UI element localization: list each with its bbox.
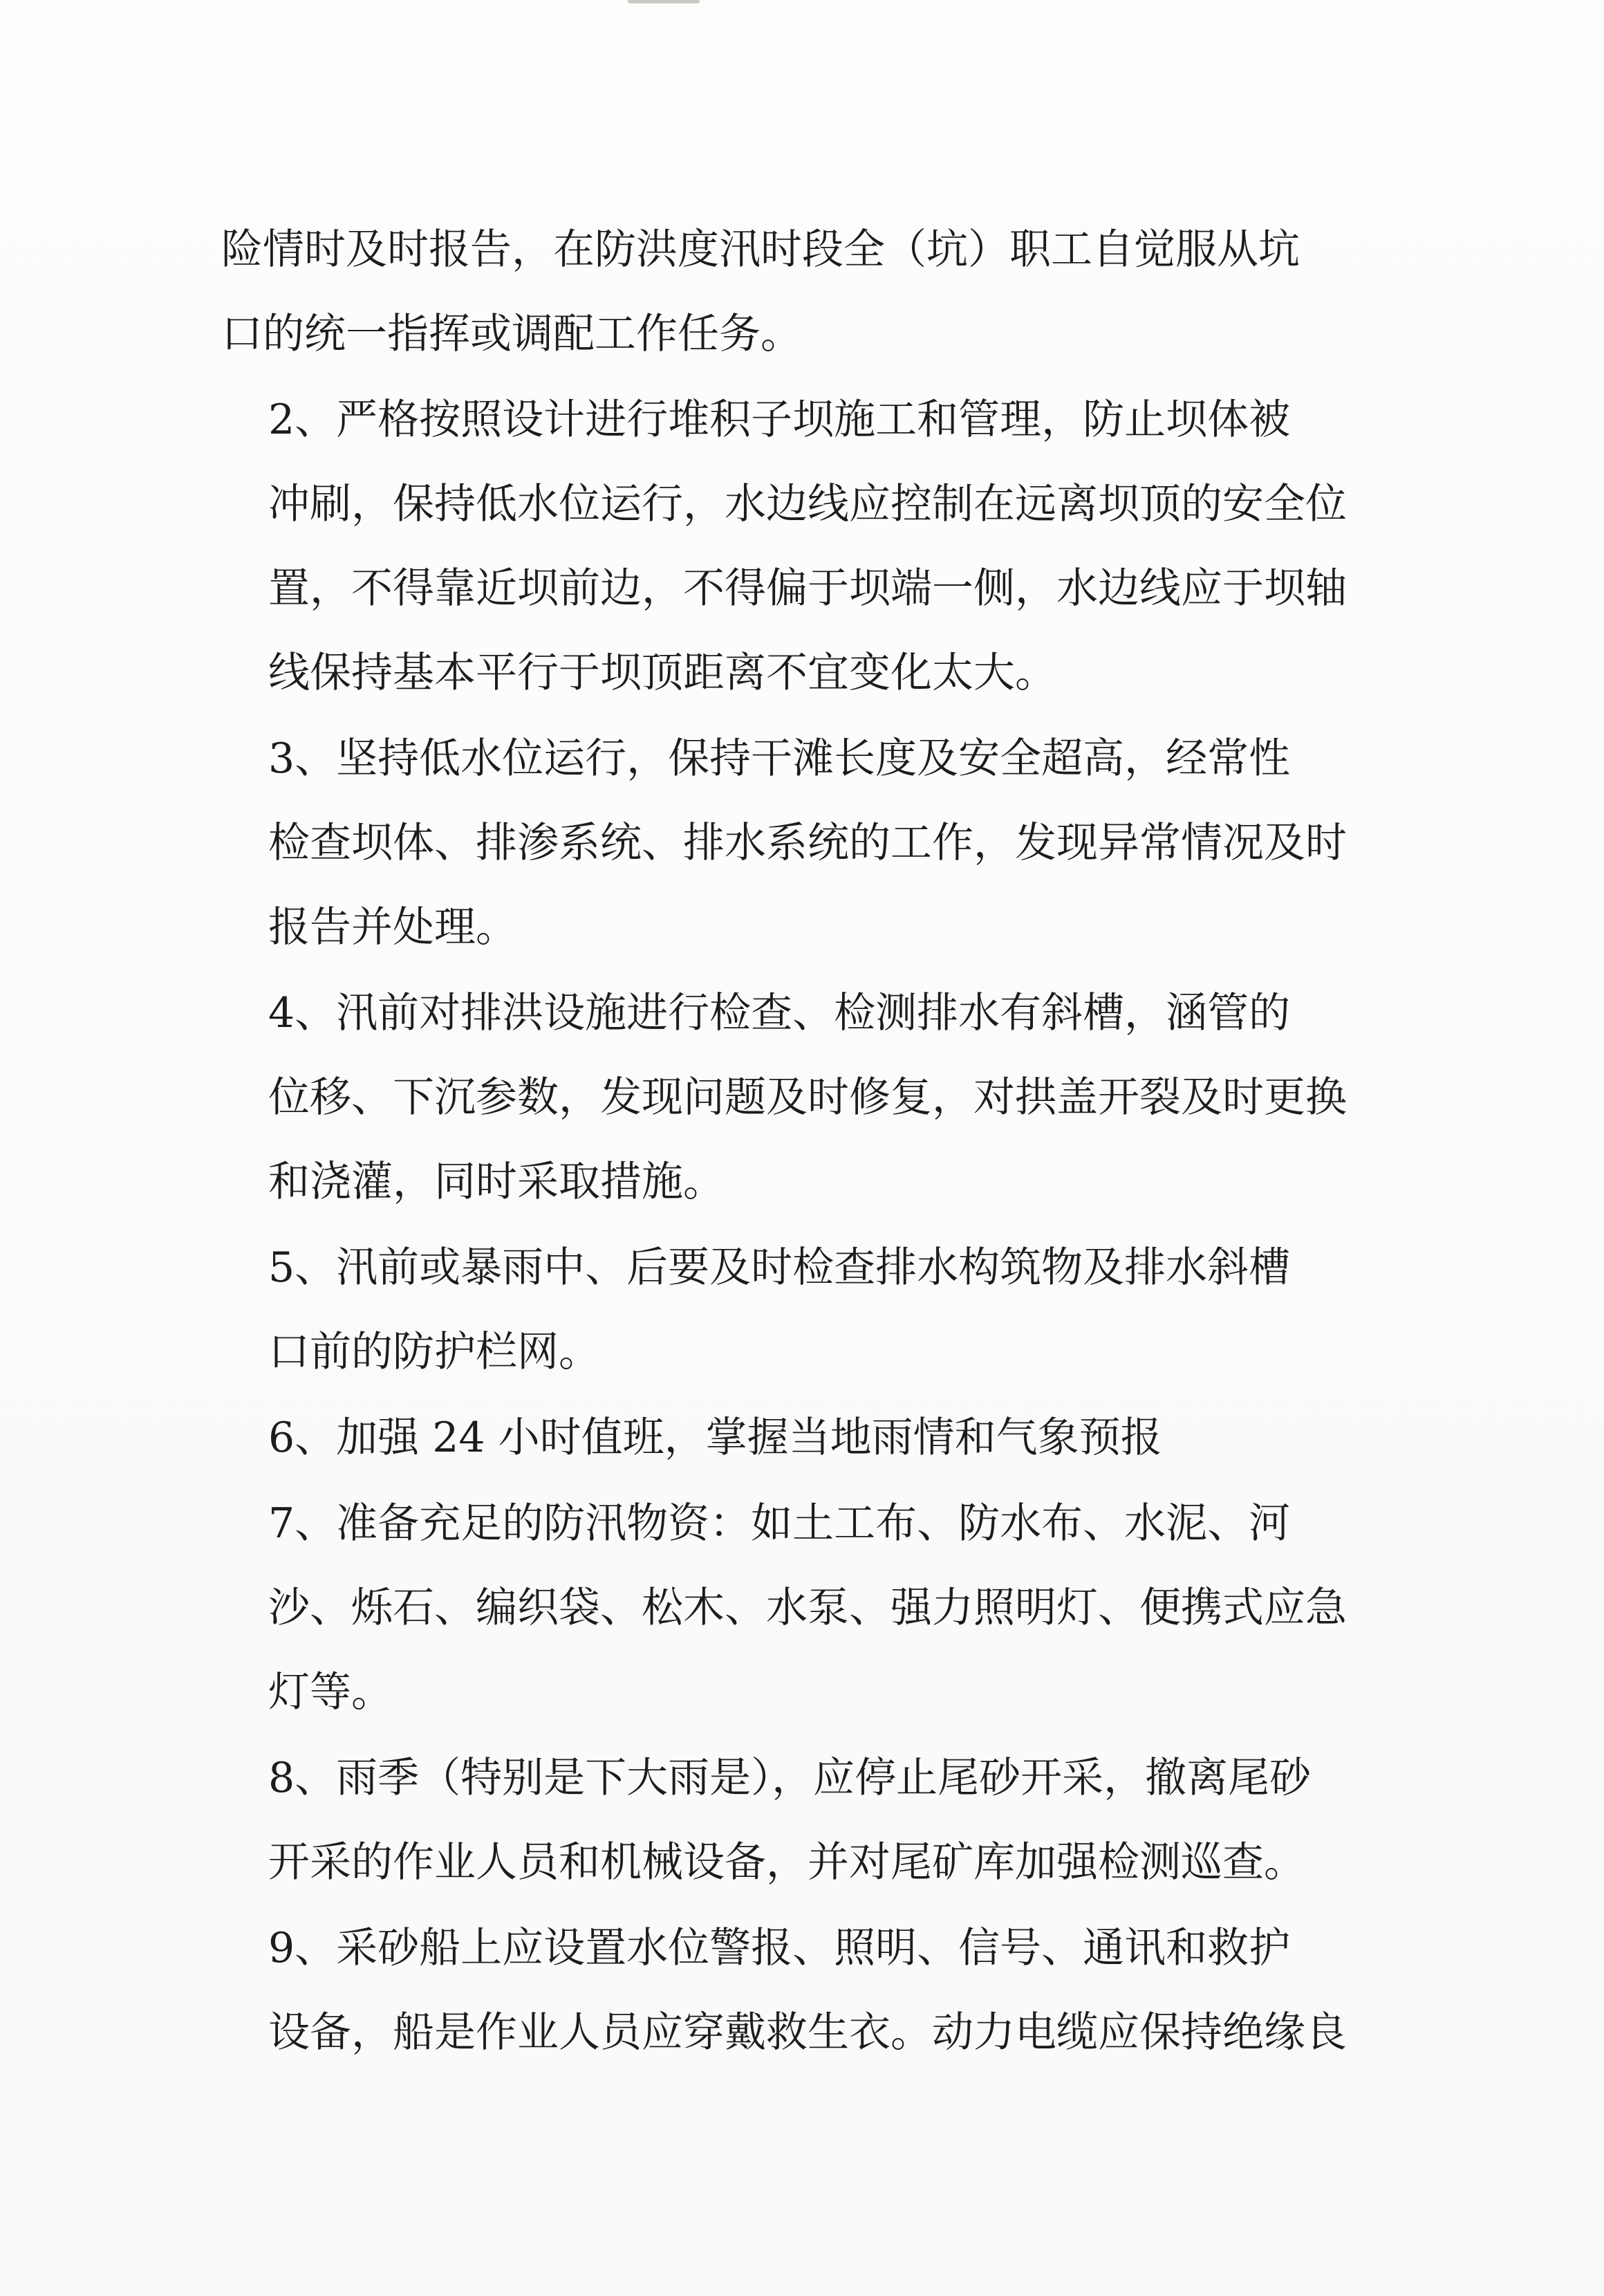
paragraph-item-9 bbox=[221, 1906, 1355, 2075]
paragraph-item-8 bbox=[221, 1736, 1355, 1905]
text-line: 冲刷，保持低水位运行，水边线应控制在远离坝顶的安全位 bbox=[268, 480, 1347, 528]
text-line: 险情时及时报告，在防洪度汛时段全（坑）职工自觉服从坑 bbox=[221, 225, 1300, 274]
text-line: 报告并处理。 bbox=[268, 903, 517, 952]
text-line: 检查坝体、排渗系统、排水系统的工作，发现异常情况及时 bbox=[268, 819, 1347, 867]
text-line: 灯等。 bbox=[268, 1668, 393, 1716]
paragraph-item-3 bbox=[221, 716, 1355, 970]
paragraph-item-6 bbox=[221, 1396, 1355, 1480]
text-line: 位移、下沉参数，发现问题及时修复，对拱盖开裂及时更换 bbox=[268, 1073, 1347, 1122]
paragraph-continued bbox=[221, 207, 1355, 376]
text-line: 口前的防护栏网。 bbox=[268, 1328, 600, 1376]
paragraph-item-2 bbox=[221, 378, 1355, 715]
text-line: 开采的作业人员和机械设备，并对尾矿库加强检测巡查。 bbox=[268, 1838, 1305, 1887]
text-line: 8、雨季（特别是下大雨是），应停止尾砂开采，撤离尾砂 bbox=[268, 1754, 1312, 1802]
text-line: 5、汛前或暴雨中、后要及时检查排水构筑物及排水斜槽 bbox=[268, 1243, 1291, 1292]
text-line: 口的统一指挥或调配工作任务。 bbox=[221, 310, 802, 358]
text-line: 6、加强 24 小时值班，掌握当地雨情和气象预报 bbox=[268, 1414, 1162, 1462]
text-line: 9、采砂船上应设置水位警报、照明、信号、通讯和救护 bbox=[268, 1924, 1291, 1972]
text-line: 置，不得靠近坝前边，不得偏于坝端一侧，水边线应于坝轴 bbox=[268, 564, 1347, 613]
text-line: 2、严格按照设计进行堆积子坝施工和管理，防止坝体被 bbox=[268, 396, 1291, 444]
text-line: 线保持基本平行于坝顶距离不宜变化太大。 bbox=[268, 649, 1056, 697]
text-line: 3、坚持低水位运行，保持干滩长度及安全超高，经常性 bbox=[268, 734, 1291, 783]
paragraph-item-7 bbox=[221, 1481, 1355, 1734]
paragraph-item-4 bbox=[221, 971, 1355, 1224]
text-line: 和浇灌，同时采取措施。 bbox=[268, 1158, 725, 1206]
scan-edge-mark bbox=[628, 0, 700, 3]
paragraph-item-5 bbox=[221, 1225, 1355, 1394]
text-line: 7、准备充足的防汛物资：如土工布、防水布、水泥、河 bbox=[268, 1499, 1291, 1548]
text-line: 4、汛前对排洪设施进行检查、检测排水有斜槽，涵管的 bbox=[268, 989, 1291, 1037]
text-line: 设备，船是作业人员应穿戴救生衣。动力电缆应保持绝缘良 bbox=[268, 2008, 1347, 2057]
text-line: 沙、烁石、编织袋、松木、水泵、强力照明灯、便携式应急 bbox=[268, 1584, 1347, 1632]
document-body bbox=[221, 207, 1355, 2076]
